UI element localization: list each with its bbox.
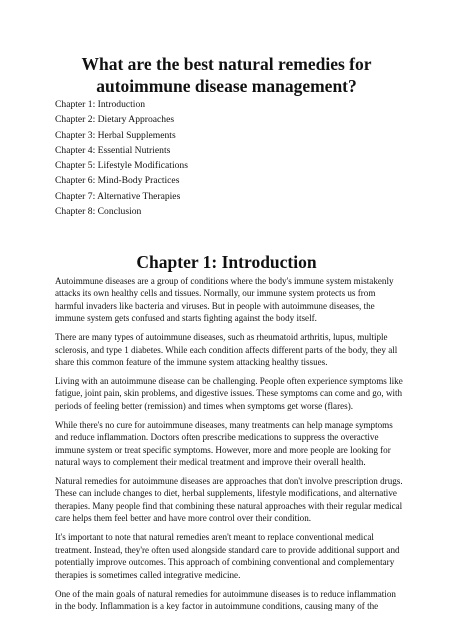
- table-of-contents: [55, 97, 188, 219]
- paragraph: While there's no cure for autoimmune diseases, many treatments can help manage symptoms and reduce inflammation. Doctors often prescribe medications to suppress the overactive immune system or treat specific symptoms. However, more and more people are looking for natural ways to complement their medical treatment and improve their overall health.: [55, 419, 393, 468]
- paragraph: There are many types of autoimmune diseases, such as rheumatoid arthritis, lupus, multiple sclerosis, and type 1 diabetes. While each condition affects different parts of the body, they all share this common feature of the immune system attacking healthy tissues.: [55, 332, 398, 368]
- document-title: What are the best natural remedies for autoimmune disease management?: [81, 54, 372, 96]
- toc-item-chapter-2: Chapter 2: Dietary Approaches: [55, 114, 175, 126]
- paragraph: It's important to note that natural remedies aren't meant to replace conventional medical treatment. Instead, they're often used alongside standard care to provide additional support and potentially improve outcomes. This approach of combining conventional and complementary therapies is sometimes called integrative medicine.: [55, 532, 400, 580]
- toc-item-chapter-6: Chapter 6: Mind-Body Practices: [55, 175, 180, 187]
- paragraph: One of the main goals of natural remedies for autoimmune diseases is to reduce inflammation in the body. Inflammation is a key factor in autoimmune conditions, causing many of the: [55, 588, 396, 611]
- chapter-body: [55, 275, 405, 619]
- paragraph: Living with an autoimmune disease can be challenging. People often experience symptoms like fatigue, joint pain, skin problems, and digestive issues. These symptoms can come and go, with periods of feeling better (remission) and times when symptoms get worse (flares).: [55, 376, 403, 411]
- toc-item-chapter-7: Chapter 7: Alternative Therapies: [55, 190, 181, 202]
- paragraph: Natural remedies for autoimmune diseases are approaches that don't involve prescription drugs. These can include changes to diet, herbal supplements, lifestyle modifications, and alternative therapies. Many people find that combining these natural approaches with their regular medical care helps them feel better and have more control over their condition.: [55, 476, 403, 524]
- paragraph: Autoimmune diseases are a group of conditions where the body's immune system mistakenly attacks its own healthy cells and tissues. Normally, our immune system protects us from harmful invaders like bacteria and viruses. But in people with autoimmune diseases, the immune system gets confused and starts fighting against the body itself.: [55, 276, 394, 324]
- toc-item-chapter-4: Chapter 4: Essential Nutrients: [55, 144, 171, 156]
- toc-item-chapter-8: Chapter 8: Conclusion: [55, 206, 142, 218]
- chapter-heading: Chapter 1: Introduction: [136, 252, 317, 272]
- toc-item-chapter-1: Chapter 1: Introduction: [55, 99, 146, 110]
- toc-item-chapter-3: Chapter 3: Herbal Supplements: [55, 129, 176, 141]
- toc-item-chapter-5: Chapter 5: Lifestyle Modifications: [55, 160, 188, 172]
